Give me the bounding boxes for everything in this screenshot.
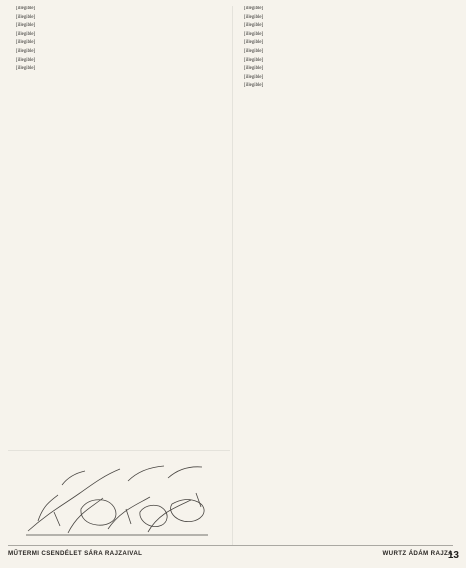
footer-caption-strip (8, 545, 453, 560)
right-paragraph-6: [illegible] (244, 48, 264, 54)
page-number: 13 (447, 550, 459, 561)
right-paragraph-7: [illegible] (244, 57, 264, 63)
left-paragraph-6: [illegible] (16, 48, 36, 54)
right-paragraph-5: [illegible] (244, 40, 264, 46)
left-paragraph-7: [illegible] (16, 57, 36, 63)
left-paragraph-4: [illegible] (16, 31, 36, 37)
right-paragraph-3: [illegible] (244, 23, 264, 29)
left-paragraph-8: [illegible] (16, 66, 36, 72)
left-paragraph-5: [illegible] (16, 40, 36, 46)
right-paragraph-4: [illegible] (244, 31, 264, 37)
column-divider (232, 6, 233, 545)
right-paragraph-2: [illegible] (244, 14, 264, 20)
right-text-column (236, 6, 458, 546)
left-paragraph-3: [illegible] (16, 23, 36, 29)
left-paragraph-2: [illegible] (16, 14, 36, 20)
right-paragraph-9: [illegible] (244, 74, 264, 80)
right-paragraph-8: [illegible] (244, 66, 264, 72)
left-text-column (8, 6, 230, 519)
right-caption: WURTZ ÁDÁM RAJZA (382, 549, 453, 557)
left-caption: MŰTERMI CSENDÉLET SÁRA RAJZAIVAL (8, 549, 143, 557)
left-paragraph-1: [illegible] (16, 6, 36, 11)
right-paragraph-10: [illegible] (244, 83, 264, 89)
studio-still-life-illustration (8, 450, 230, 547)
right-paragraph-1: [illegible] (244, 6, 264, 11)
